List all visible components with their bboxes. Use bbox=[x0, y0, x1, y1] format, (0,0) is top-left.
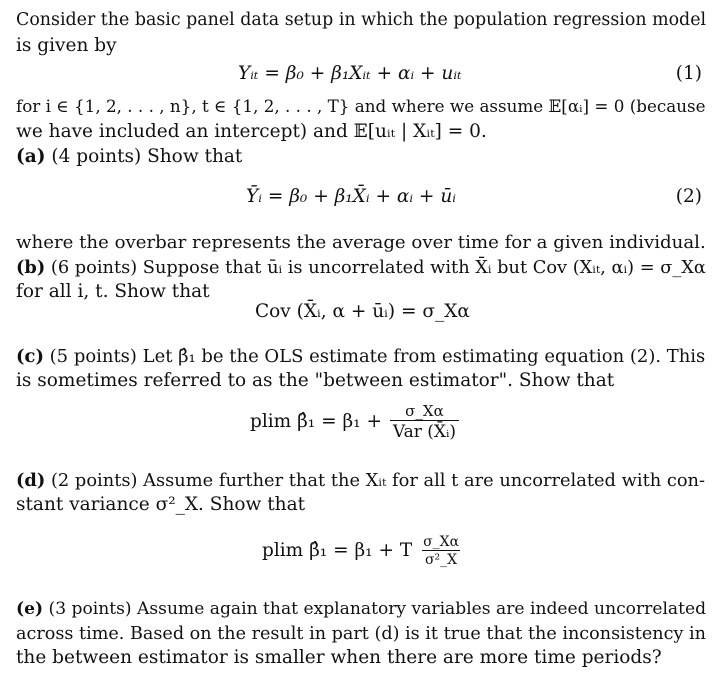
part-c-line-2: is sometimes referred to as the "between estimator". Show that bbox=[16, 370, 615, 391]
equation-2: Ȳᵢ = β₀ + β₁X̄ᵢ + αᵢ + ūᵢ bbox=[246, 186, 456, 207]
conditions-line-1: for i ∈ {1, 2, . . . , n}, t ∈ {1, 2, . . . , T} and where we assume 𝔼[αᵢ] = 0 (because bbox=[16, 96, 706, 116]
part-e-line-3: the between estimator is smaller when there are more time periods? bbox=[16, 647, 662, 668]
part-c-fraction bbox=[390, 402, 459, 443]
part-d-line-1 bbox=[16, 469, 705, 493]
part-d-denominator: σ²_X bbox=[422, 550, 460, 569]
part-e-text-1: (3 points) Assume again that explanatory variables are indeed uncorrelated bbox=[48, 599, 707, 619]
part-a-heading bbox=[16, 145, 242, 169]
part-c-text-1: (5 points) Let β̂₁ be the OLS estimate from estimating equation (2). This bbox=[49, 346, 706, 367]
intro-line-2: is given by bbox=[16, 35, 117, 56]
part-c-numerator: σ_Xα bbox=[405, 401, 444, 420]
part-d-text-1: (2 points) Assume further that the Xᵢₜ for all t are uncorrelated with con- bbox=[50, 470, 706, 491]
intro-line-1: Consider the basic panel data setup in which the population regression model bbox=[16, 10, 707, 30]
part-e-label: (e) bbox=[16, 599, 44, 619]
equation-1-number: (1) bbox=[675, 63, 702, 84]
part-d-fraction bbox=[420, 534, 462, 569]
part-d-line-2: stant variance σ²_X. Show that bbox=[16, 494, 306, 515]
part-d-eq-lhs: plim β̂₁ = β₁ + T bbox=[262, 540, 413, 561]
part-a-label: (a) bbox=[16, 146, 46, 167]
equation-2-number: (2) bbox=[675, 186, 702, 207]
part-c-denominator: Var (X̄ᵢ) bbox=[390, 420, 459, 443]
part-b-line-2: for all i, t. Show that bbox=[16, 281, 210, 302]
part-c-equation bbox=[250, 398, 461, 446]
part-b-equation: Cov (X̄ᵢ, α + ūᵢ) = σ_Xα bbox=[255, 301, 470, 322]
part-d-equation bbox=[262, 528, 464, 574]
part-c-label: (c) bbox=[16, 346, 44, 367]
part-b-label: (b) bbox=[16, 257, 46, 278]
part-d-numerator: σ_Xα bbox=[423, 533, 460, 550]
equation-1: Yᵢₜ = β₀ + β₁Xᵢₜ + αᵢ + uᵢₜ bbox=[238, 63, 462, 84]
part-b-line-1 bbox=[16, 256, 706, 280]
part-e-line-1 bbox=[16, 597, 706, 621]
part-b-text-1: (6 points) Suppose that ūᵢ is uncorrelated with X̄ᵢ but Cov (Xᵢₜ, αᵢ) = σ_Xα bbox=[50, 258, 706, 278]
part-c-eq-lhs: plim β̂₁ = β₁ + bbox=[250, 411, 382, 432]
part-a-after: where the overbar represents the average over time for a given individual. bbox=[16, 232, 706, 253]
part-e-line-2: across time. Based on the result in part (d) is it true that the inconsistency in bbox=[16, 624, 706, 644]
part-a-text: (4 points) Show that bbox=[51, 146, 243, 167]
part-c-line-1 bbox=[16, 345, 705, 369]
part-d-label: (d) bbox=[16, 470, 46, 491]
conditions-line-2: we have included an intercept) and 𝔼[uᵢₜ | Xᵢₜ] = 0. bbox=[16, 121, 487, 142]
